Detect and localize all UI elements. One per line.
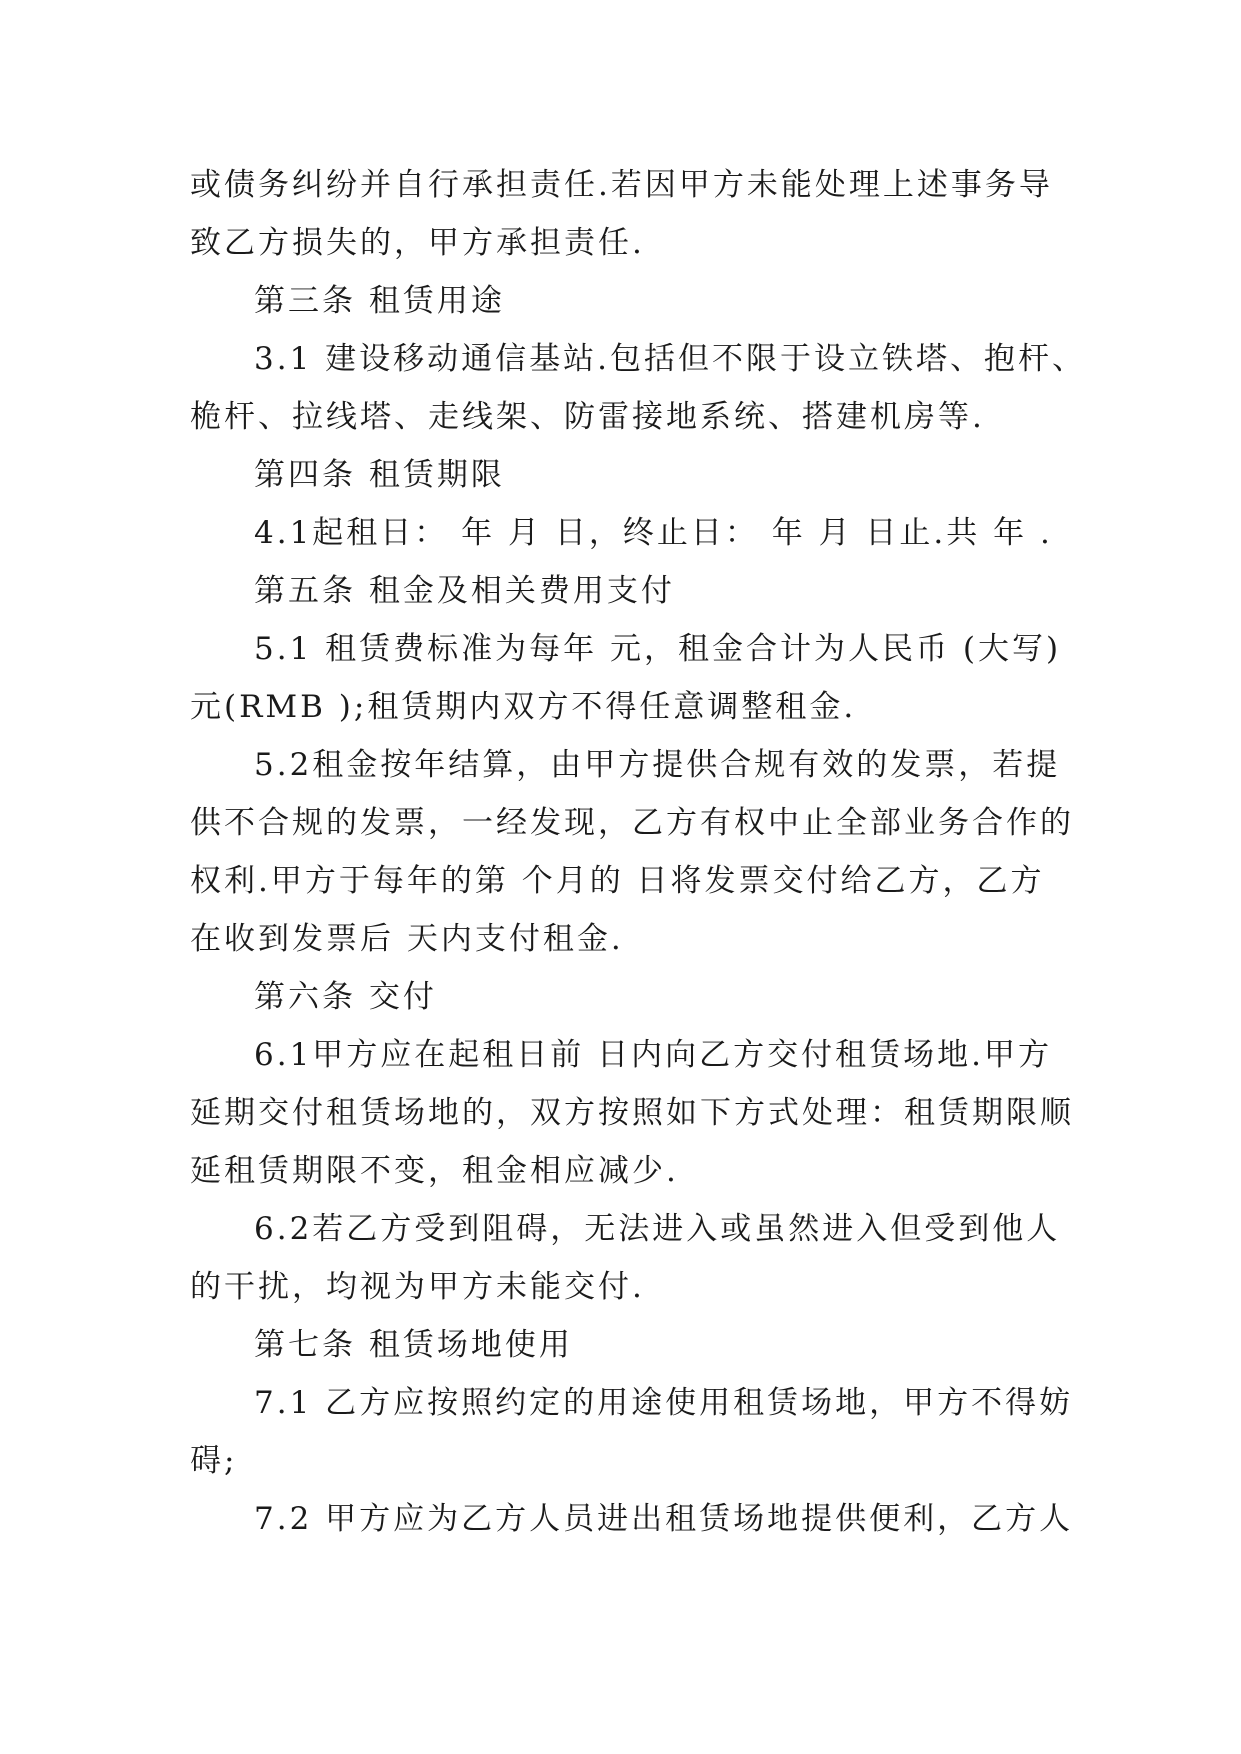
paragraph: [190, 1490, 1074, 1548]
text-line: 延期交付租赁场地的，双方按照如下方式处理：租赁期限顺: [190, 1095, 1074, 1131]
text-line: 在收到发票后 天内支付租金.: [190, 921, 624, 957]
paragraph: [190, 156, 1053, 272]
paragraph: [190, 968, 1050, 1026]
text-line: 元(RMB );租赁期内双方不得任意调整租金.: [190, 689, 857, 725]
text-line: 6.2若乙方受到阻碍，无法进入或虽然进入但受到他人: [254, 1211, 1061, 1247]
paragraph: [190, 1316, 1050, 1374]
paragraph: [190, 736, 1074, 968]
text-line: 第三条 租赁用途: [254, 283, 505, 319]
paragraph: [190, 1026, 1074, 1200]
text-line: 3.1 建设移动通信基站.包括但不限于设立铁塔、抱杆、: [254, 341, 1087, 377]
text-line: 5.2租金按年结算，由甲方提供合规有效的发票，若提: [254, 747, 1061, 783]
paragraph: [190, 330, 1087, 446]
text-line: 延租赁期限不变，租金相应减少.: [190, 1153, 679, 1189]
paragraph: [190, 1200, 1061, 1316]
text-line: 4.1起租日： 年 月 日，终止日： 年 月 日止.共 年 .: [254, 515, 1053, 551]
text-line: 桅杆、拉线塔、走线架、防雷接地系统、搭建机房等.: [190, 399, 985, 435]
text-line: 第四条 租赁期限: [254, 457, 505, 493]
text-line: 致乙方损失的，甲方承担责任.: [190, 225, 645, 261]
text-line: 的干扰，均视为甲方未能交付.: [190, 1269, 645, 1305]
text-line: 6.1甲方应在起租日前 日内向乙方交付租赁场地.甲方: [254, 1037, 1053, 1073]
paragraph: [190, 620, 1062, 736]
text-line: 7.1 乙方应按照约定的用途使用租赁场地，甲方不得妨: [254, 1385, 1074, 1421]
paragraph: [190, 562, 1050, 620]
paragraph: [190, 272, 1050, 330]
text-line: 或债务纠纷并自行承担责任.若因甲方未能处理上述事务导: [190, 167, 1053, 203]
text-line: 第五条 租金及相关费用支付: [254, 573, 675, 609]
text-line: 第七条 租赁场地使用: [254, 1327, 573, 1363]
paragraph: [190, 504, 1053, 562]
document-body: [190, 156, 1087, 1548]
paragraph: [190, 446, 1050, 504]
text-line: 第六条 交付: [254, 979, 437, 1015]
text-line: 碍;: [190, 1443, 238, 1479]
text-line: 7.2 甲方应为乙方人员进出租赁场地提供便利，乙方人: [254, 1501, 1074, 1537]
text-line: 供不合规的发票，一经发现，乙方有权中止全部业务合作的: [190, 805, 1074, 841]
paragraph: [190, 1374, 1074, 1490]
text-line: 权利.甲方于每年的第 个月的 日将发票交付给乙方，乙方: [190, 863, 1045, 899]
text-line: 5.1 租赁费标准为每年 元，租金合计为人民币 (大写): [254, 631, 1062, 667]
